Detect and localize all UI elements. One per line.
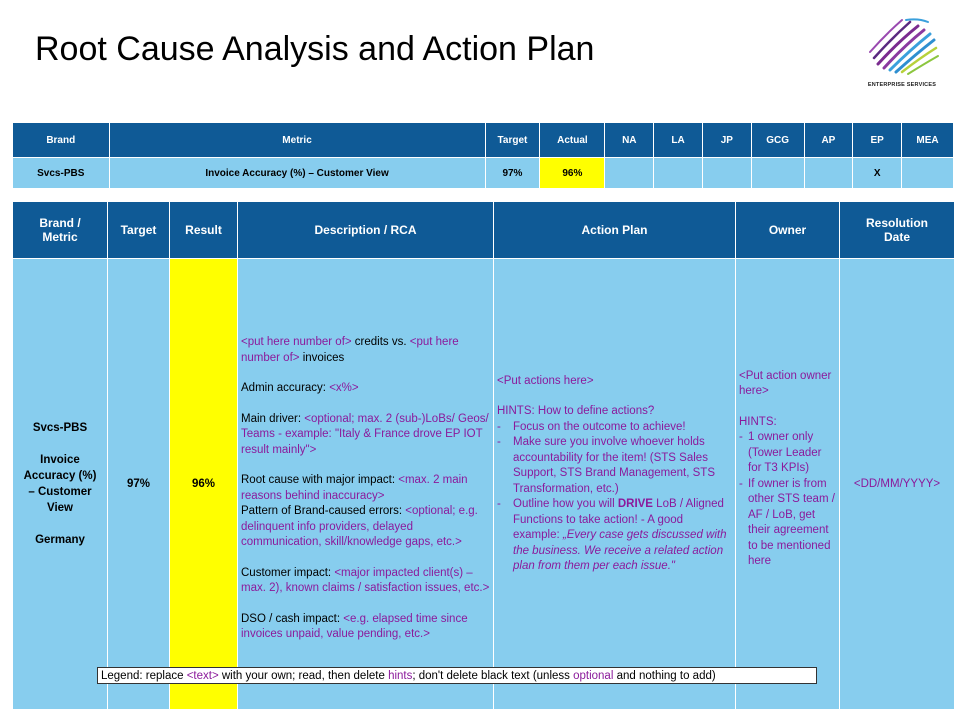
summary-header-metric: Metric xyxy=(109,123,485,158)
action-hint-2: - Make sure you involve whoever holds accountability for the item! (STS Sales Support, STS Brand Management, STS Transformation, etc.) xyxy=(497,435,732,497)
action-hints-list xyxy=(497,420,732,575)
desc-driver xyxy=(241,412,490,459)
summary-cell-gcg xyxy=(751,158,804,189)
desc-admin xyxy=(241,381,490,397)
action-hint-3-post: LoB / Aligned Functions to take action! - A good example: xyxy=(513,498,724,541)
desc-pattern-label: Pattern of Brand-caused errors: xyxy=(241,505,406,518)
desc-admin-placeholder: <x%> xyxy=(329,382,359,395)
summary-data-row xyxy=(13,158,954,189)
desc-invoices-end: invoices xyxy=(299,351,345,364)
desc-root-label: Root cause with major impact: xyxy=(241,474,399,487)
rca-data-row xyxy=(13,259,955,710)
summary-table xyxy=(12,122,954,189)
rca-header-brand-metric: Brand / Metric xyxy=(13,202,108,259)
desc-customer xyxy=(241,566,490,597)
rca-cell-target: 97% xyxy=(108,259,170,710)
summary-header-gcg: GCG xyxy=(751,123,804,158)
desc-customer-label: Customer impact: xyxy=(241,566,335,579)
desc-pattern-placeholder: <optional; e.g. delinquent info providers, delayed communication, skill/knowledge gaps, etc.> xyxy=(241,505,478,549)
legend-part-3: with your own; read, then delete xyxy=(218,670,389,682)
desc-root xyxy=(241,473,490,504)
desc-dso-placeholder: <e.g. elapsed time since invoices unpaid, value pending, etc.> xyxy=(241,612,468,641)
summary-header-actual: Actual xyxy=(540,123,605,158)
swirl-logo-icon xyxy=(858,12,946,80)
brand-name: Svcs-PBS xyxy=(32,422,88,434)
desc-dso-label: DSO / cash impact: xyxy=(241,612,344,625)
rca-cell-owner xyxy=(736,259,840,710)
action-hint-3-example: „Every case gets discussed with the business. We receive a related action plan from them per each issue." xyxy=(513,529,727,572)
rca-header-action-plan: Action Plan xyxy=(494,202,736,259)
rca-cell-result: 96% xyxy=(170,259,238,710)
action-hints xyxy=(497,404,732,575)
legend-part-7: and nothing to add) xyxy=(613,670,716,682)
desc-root-placeholder: <max. 2 main reasons behind inaccuracy> xyxy=(241,474,468,502)
summary-header-row xyxy=(13,123,954,158)
rca-cell-brand-metric xyxy=(13,259,108,710)
page-title: Root Cause Analysis and Action Plan xyxy=(35,30,595,68)
owner-hints xyxy=(739,415,836,570)
action-placeholder: <Put actions here> xyxy=(497,374,594,387)
summary-cell-target: 97% xyxy=(485,158,540,189)
summary-header-na: NA xyxy=(605,123,654,158)
summary-header-brand: Brand xyxy=(13,123,110,158)
owner-hint-1: - 1 owner only (Tower Leader for T3 KPIs) xyxy=(739,430,836,477)
desc-credits-mid: credits vs. xyxy=(351,336,410,349)
summary-header-la: LA xyxy=(654,123,703,158)
rca-header-description: Description / RCA xyxy=(238,202,494,259)
legend-part-6: optional xyxy=(573,670,614,682)
desc-driver-label: Main driver: xyxy=(241,412,305,425)
region-name: Germany xyxy=(35,534,85,546)
summary-cell-ap xyxy=(804,158,853,189)
summary-cell-brand: Svcs-PBS xyxy=(13,158,110,189)
summary-cell-actual: 96% xyxy=(540,158,605,189)
summary-cell-mea xyxy=(902,158,954,189)
summary-header-target: Target xyxy=(485,123,540,158)
rca-cell-resolution: <DD/MM/YYYY> xyxy=(840,259,955,710)
action-hint-3-bold: DRIVE xyxy=(617,498,653,510)
rca-header-result: Result xyxy=(170,202,238,259)
metric-name: Invoice Accuracy (%) – Customer View xyxy=(23,454,97,514)
desc-invoices-placeholder: <put here number of> xyxy=(241,336,459,364)
desc-admin-label: Admin accuracy: xyxy=(241,382,330,395)
desc-credits-placeholder: <put here number of> xyxy=(241,336,352,349)
rca-header-resolution: Resolution Date xyxy=(840,202,955,259)
action-hints-title: HINTS: How to define actions? xyxy=(497,405,655,417)
desc-dso xyxy=(241,612,490,643)
rca-cell-description xyxy=(238,259,494,710)
desc-driver-placeholder: <optional; max. 2 (sub-)LoBs/ Geos/ Teams - example: "Italy & France drove EP IOT result mainly"> xyxy=(241,412,489,456)
rca-table xyxy=(12,201,955,710)
company-logo xyxy=(858,12,946,92)
rca-header-owner: Owner xyxy=(736,202,840,259)
rca-cell-action-plan xyxy=(494,259,736,710)
summary-cell-jp xyxy=(702,158,751,189)
summary-header-mea: MEA xyxy=(902,123,954,158)
rca-header-row xyxy=(13,202,955,259)
owner-hint-2: - If owner is from other STS team / AF / LoB, get their agreement to be mentioned here xyxy=(739,477,836,570)
action-hint-3 xyxy=(497,497,732,575)
desc-pattern xyxy=(241,504,490,551)
legend-part-1: Legend: replace xyxy=(101,670,187,682)
summary-cell-na xyxy=(605,158,654,189)
summary-header-jp: JP xyxy=(702,123,751,158)
legend-part-2: <text> xyxy=(186,670,219,682)
legend-part-4: hints xyxy=(388,670,413,682)
desc-credits xyxy=(241,335,490,366)
summary-cell-metric: Invoice Accuracy (%) – Customer View xyxy=(109,158,485,189)
legend-box xyxy=(97,667,817,684)
action-hint-3-pre: Outline how you will xyxy=(513,498,618,510)
action-hint-1: - Focus on the outcome to achieve! xyxy=(497,420,732,436)
rca-header-target: Target xyxy=(108,202,170,259)
summary-cell-la xyxy=(654,158,703,189)
summary-header-ap: AP xyxy=(804,123,853,158)
owner-hints-title: HINTS: xyxy=(739,415,777,428)
desc-customer-placeholder: <major impacted client(s) – max. 2), known claims / satisfaction issues, etc.> xyxy=(241,566,490,595)
owner-placeholder: <Put action owner here> xyxy=(739,369,832,397)
legend-part-5: ; don't delete black text (unless xyxy=(412,670,574,682)
owner-hints-list xyxy=(739,430,836,570)
summary-cell-ep: X xyxy=(853,158,902,189)
logo-text: ENTERPRISE SERVICES xyxy=(867,82,937,88)
summary-header-ep: EP xyxy=(853,123,902,158)
